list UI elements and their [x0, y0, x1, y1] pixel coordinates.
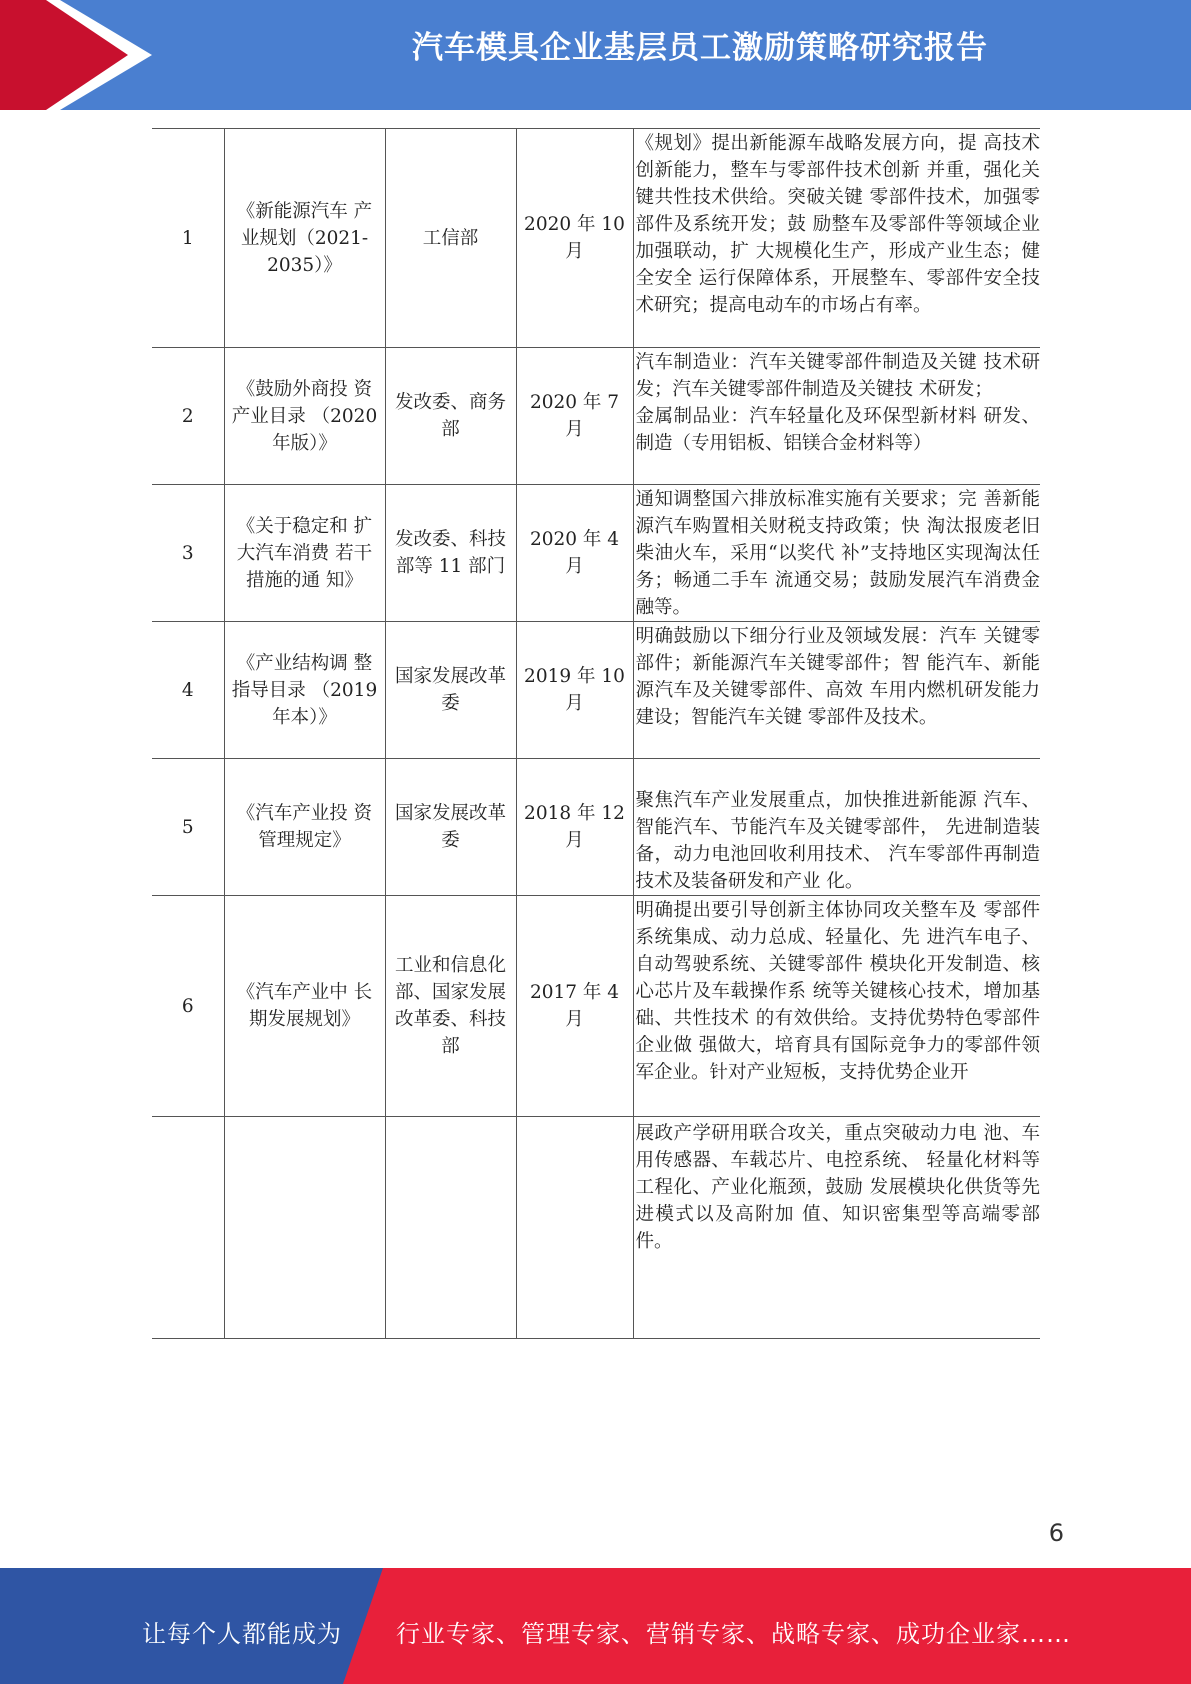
row-number: 1: [152, 129, 224, 348]
table-row: [152, 759, 1040, 896]
table-row: [152, 1117, 1040, 1339]
policy-content: 展政产学研用联合攻关，重点突破动力电 池、车用传感器、车载芯片、电控系统、 轻量化材料等工程化、产业化瓶颈，鼓励 发展模块化供货等先进模式以及高附加 值、知识密集型等高端零部件。: [633, 1117, 1040, 1339]
issue-date: 2018 年 12 月: [516, 759, 633, 896]
issuing-department: 国家发展改革委: [385, 622, 516, 759]
table-row: [152, 622, 1040, 759]
policy-name: 《新能源汽车 产业规划（2021-2035）》: [224, 129, 385, 348]
issuing-department: 工业和信息化部、国家发展改革委、科技部: [385, 896, 516, 1117]
page-number: 6: [1048, 1519, 1064, 1547]
policy-content-part: 汽车制造业：汽车关键零部件制造及关键 技术研发；汽车关键零部件制造及关键技 术研发；: [635, 352, 1040, 400]
issue-date: 2019 年 10 月: [516, 622, 633, 759]
policy-name: 《鼓励外商投 资产业目录 （2020 年版）》: [224, 348, 385, 485]
issuing-department: 发改委、商务部: [385, 348, 516, 485]
policy-content: 明确提出要引导创新主体协同攻关整车及 零部件系统集成、动力总成、轻量化、先 进汽车电子、自动驾驶系统、关键零部件 模块化开发制造、核心芯片及车载操作系 统等关键核心技术，增加基础、共性技术 的有效供给。支持优势特色零部件企业做 强做大，培育具有国际竞争力的零部件领 军企业。针对产业短板，支持优势企业开: [633, 896, 1040, 1117]
issuing-department: [385, 1117, 516, 1339]
page-header: [0, 0, 1191, 110]
issue-date: 2020 年 10 月: [516, 129, 633, 348]
table-row: [152, 129, 1040, 348]
policy-content: 通知调整国六排放标准实施有关要求；完 善新能源汽车购置相关财税支持政策；快 淘汰报废老旧柴油火车，采用“以奖代 补”支持地区实现淘汰任务；畅通二手车 流通交易；鼓励发展汽车消费金融等。: [633, 485, 1040, 622]
row-number: 5: [152, 759, 224, 896]
policy-name: 《汽车产业中 长期发展规划》: [224, 896, 385, 1117]
issue-date: 2017 年 4 月: [516, 896, 633, 1117]
issue-date: 2020 年 4 月: [516, 485, 633, 622]
header-arrow-icon: [0, 0, 160, 110]
policy-name: 《汽车产业投 资管理规定》: [224, 759, 385, 896]
policy-table: [152, 128, 1040, 1339]
row-number: 6: [152, 896, 224, 1117]
issuing-department: 发改委、科技部等 11 部门: [385, 485, 516, 622]
page-footer: [0, 1568, 1191, 1684]
issuing-department: 工信部: [385, 129, 516, 348]
policy-content: 聚焦汽车产业发展重点，加快推进新能源 汽车、智能汽车、节能汽车及关键零部件， 先进制造装备，动力电池回收利用技术、 汽车零部件再制造技术及装备研发和产业 化。: [633, 759, 1040, 896]
policy-content-part: 金属制品业：汽车轻量化及环保型新材料 研发、制造（专用铝板、铝镁合金材料等）: [635, 406, 1040, 454]
row-number: [152, 1117, 224, 1339]
policy-content: 明确鼓励以下细分行业及领域发展：汽车 关键零部件；新能源汽车关键零部件；智 能汽车、新能源汽车及关键零部件、高效 车用内燃机研发能力建设；智能汽车关键 零部件及技术。: [633, 622, 1040, 759]
policy-name: 《关于稳定和 扩大汽车消费 若干措施的通 知》: [224, 485, 385, 622]
issue-date: 2020 年 7 月: [516, 348, 633, 485]
policy-name: [224, 1117, 385, 1339]
policy-content: 《规划》提出新能源车战略发展方向，提 高技术创新能力，整车与零部件技术创新 并重，强化关键共性技术供给。突破关键 零部件技术，加强零部件及系统开发；鼓 励整车及零部件等领域企业加强联动，扩 大规模化生产，形成产业生态；健全安全 运行保障体系，开展整车、零部件安全技 术研究；提高电动车的市场占有率。: [633, 129, 1040, 348]
policy-content: [633, 348, 1040, 485]
footer-slogan-right: 行业专家、管理专家、营销专家、战略专家、成功企业家……: [396, 1620, 1071, 1648]
row-number: 3: [152, 485, 224, 622]
footer-slogan-left: 让每个人都能成为: [142, 1620, 342, 1648]
row-number: 2: [152, 348, 224, 485]
issuing-department: 国家发展改革委: [385, 759, 516, 896]
document-title: 汽车模具企业基层员工激励策略研究报告: [412, 30, 988, 66]
table-row: [152, 896, 1040, 1117]
table-row: [152, 348, 1040, 485]
issue-date: [516, 1117, 633, 1339]
row-number: 4: [152, 622, 224, 759]
policy-name: 《产业结构调 整指导目录 （2019 年本）》: [224, 622, 385, 759]
table-row: [152, 485, 1040, 622]
